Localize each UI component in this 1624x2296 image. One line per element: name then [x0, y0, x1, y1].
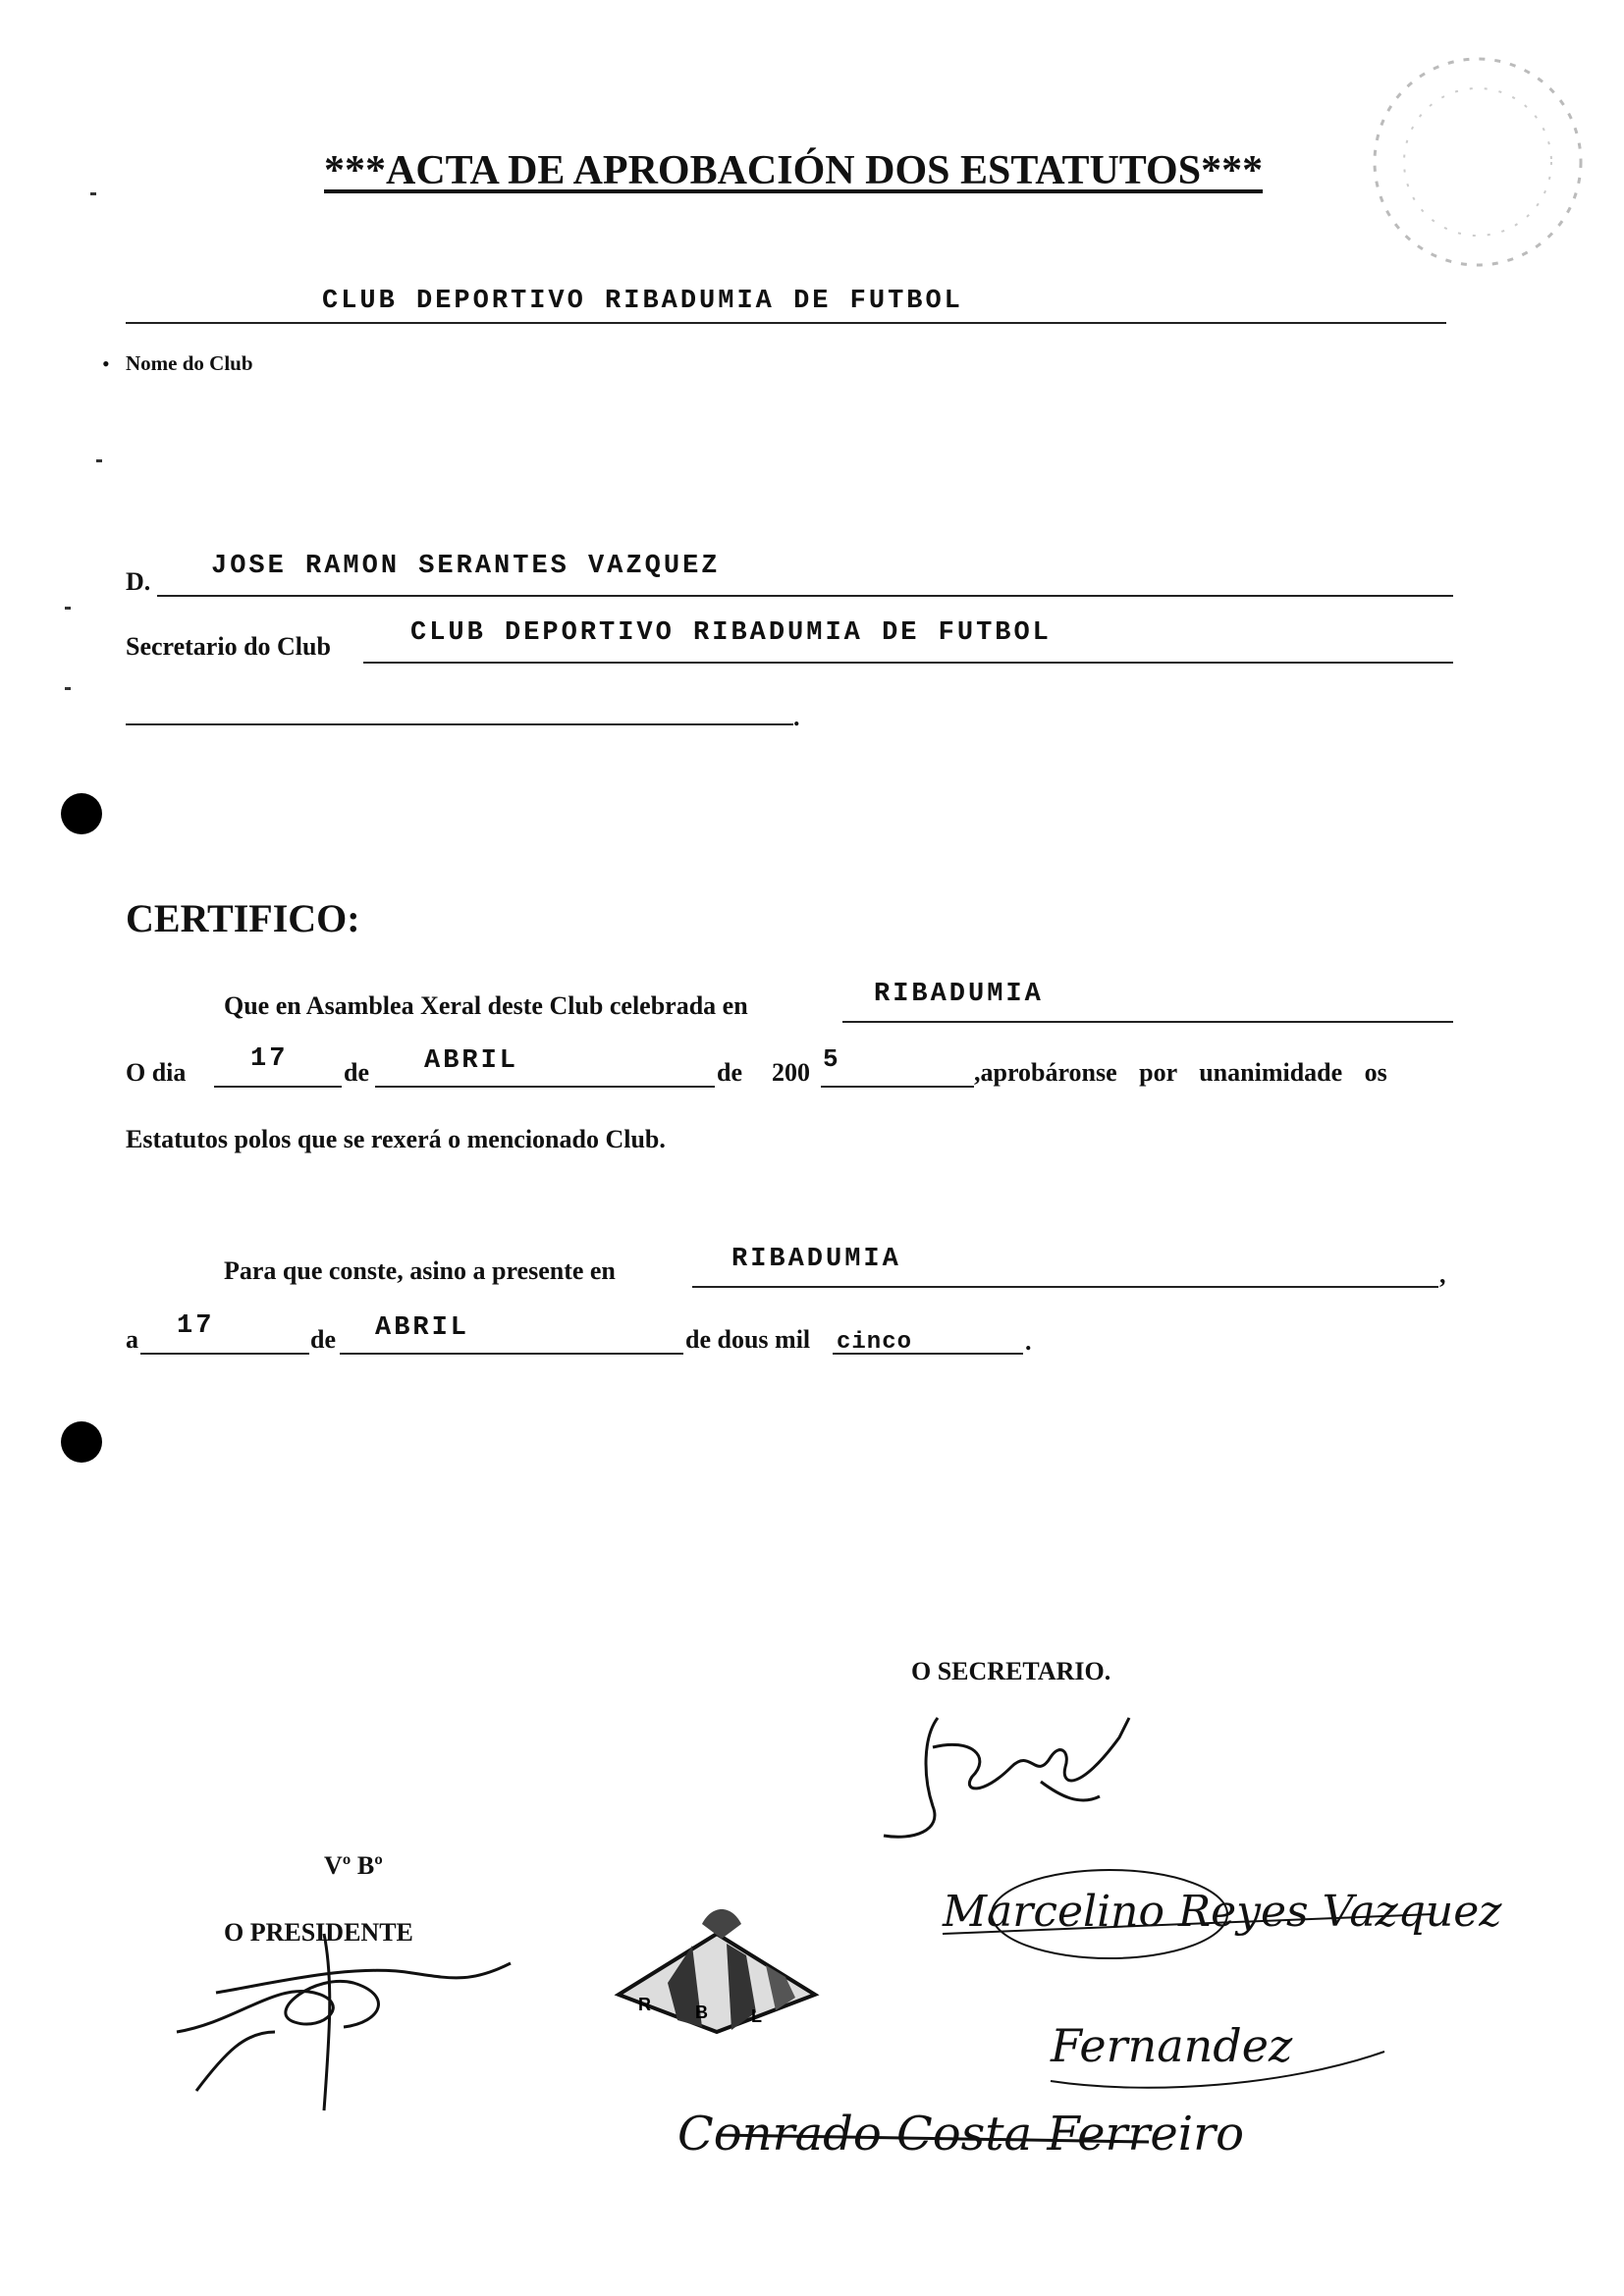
signing-place-comma: ,	[1439, 1260, 1446, 1289]
member-signature-2-text: Fernandez	[1051, 2019, 1293, 2072]
document-title: ***ACTA DE APROBACIÓN DOS ESTATUTOS***	[324, 148, 1264, 193]
signing-day-value: 17	[177, 1311, 215, 1341]
president-signature-label: O PRESIDENTE	[224, 1918, 413, 1947]
secretary-prefix: D.	[126, 567, 151, 596]
certifico-heading: CERTIFICO:	[126, 896, 360, 940]
year-prefix: 200	[772, 1058, 810, 1087]
month-value: ABRIL	[424, 1046, 519, 1076]
secretary-club-line	[363, 662, 1453, 664]
day-value: 17	[250, 1044, 289, 1074]
year-digit-value: 5	[823, 1044, 841, 1074]
month-line	[375, 1086, 715, 1088]
secretary-name-value: JOSE RAMON SERANTES VAZQUEZ	[211, 552, 721, 581]
signing-place-line	[692, 1286, 1438, 1288]
blank-line	[126, 723, 793, 725]
member-signature-1-text: Marcelino Reyes Vazquez	[943, 1887, 1502, 1937]
secretary-signature-icon	[864, 1698, 1178, 1845]
signing-de-label: de	[310, 1325, 336, 1354]
member-signature-1-icon	[943, 1855, 1502, 1973]
year-word-value: cinco	[837, 1329, 913, 1356]
o-dia-label: O dia	[126, 1058, 187, 1087]
signing-day-line	[140, 1353, 309, 1355]
club-name-line	[126, 322, 1446, 324]
secretary-club-value: CLUB DEPORTIVO RIBADUMIA DE FUTBOL	[410, 618, 1052, 648]
blank-line-end: .	[793, 703, 800, 731]
year-line	[821, 1086, 974, 1088]
member-signature-3-text: Conrado Costa Ferreiro	[677, 2107, 1244, 2162]
club-name-bullet: •	[102, 351, 110, 376]
club-emblem-icon	[609, 1895, 825, 2042]
punch-hole-bottom	[61, 1421, 102, 1463]
de-label-2: de	[717, 1058, 742, 1087]
secretary-club-label: Secretario do Club	[126, 632, 331, 661]
vb-label: Vº Bº	[324, 1851, 383, 1880]
signing-month-value: ABRIL	[375, 1313, 470, 1343]
assembly-place-value: RIBADUMIA	[874, 980, 1044, 1009]
president-signature-icon	[157, 1924, 530, 2120]
punch-hole-top	[61, 793, 102, 834]
de-label-1: de	[344, 1058, 369, 1087]
signing-place-value: RIBADUMIA	[731, 1245, 901, 1274]
day-line	[214, 1086, 342, 1088]
signing-period: .	[1025, 1327, 1032, 1356]
signing-text: Para que conste, asino a presente en	[224, 1256, 616, 1285]
emblem-letter-r: R	[638, 1995, 651, 2014]
year-word-line	[833, 1353, 1023, 1355]
statutes-text: Estatutos polos que se rexerá o mencionado Club.	[126, 1125, 666, 1153]
club-name-value: CLUB DEPORTIVO RIBADUMIA DE FUTBOL	[322, 287, 963, 316]
approval-text: ,aprobáronse por unanimidade os	[974, 1058, 1387, 1087]
member-signature-3-icon	[677, 2081, 1267, 2189]
assembly-place-line	[842, 1021, 1453, 1023]
dous-mil-label: de dous mil	[685, 1325, 811, 1354]
club-name-label: Nome do Club	[126, 351, 253, 375]
emblem-letter-l: L	[751, 2006, 762, 2026]
emblem-letter-b: B	[695, 2002, 708, 2022]
assembly-text: Que en Asamblea Xeral deste Club celebrada en	[224, 991, 748, 1020]
faded-stamp-icon	[1360, 54, 1596, 290]
signing-month-line	[340, 1353, 683, 1355]
secretary-name-line	[157, 595, 1453, 597]
signing-a-label: a	[126, 1325, 138, 1354]
secretary-signature-label: O SECRETARIO.	[911, 1657, 1111, 1685]
